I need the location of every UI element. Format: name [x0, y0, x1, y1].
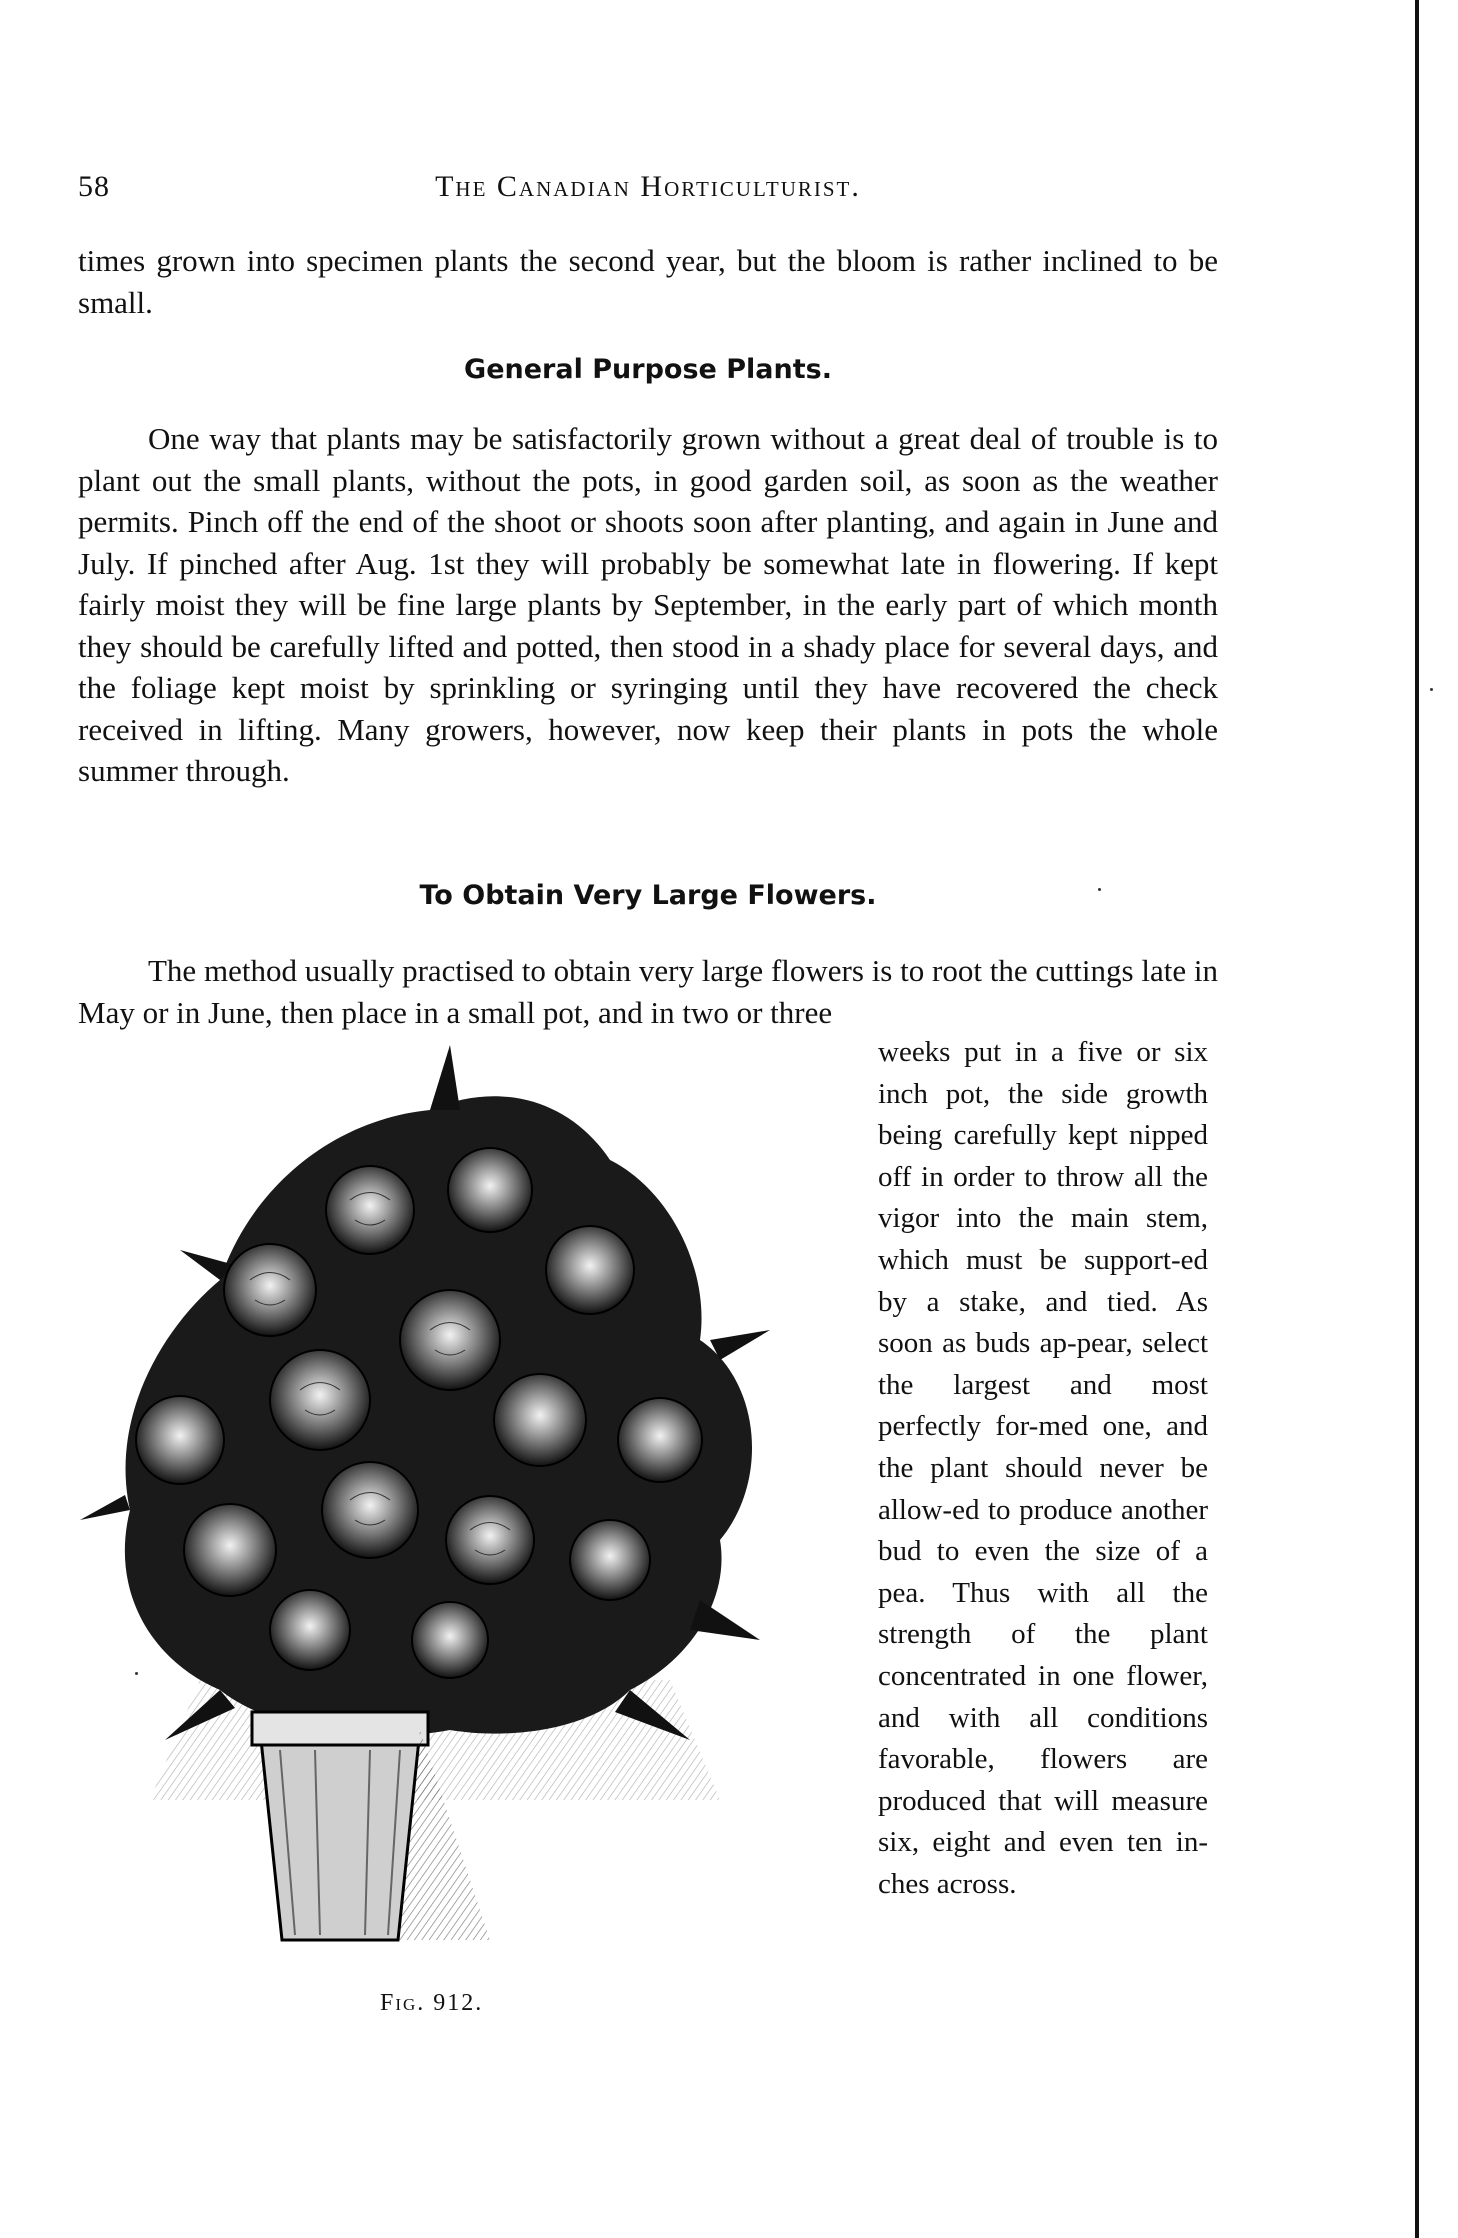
section-paragraph-large-flowers-lead: The method usually practised to obtain very large flowers is to root the cuttings late in May or in June, then place in a small pot, and in two or three: [78, 953, 1218, 1030]
section-paragraph-general-purpose: One way that plants may be satisfactorily grown without a great deal of trouble is to plant out the small plants, without the pots, in good garden soil, as soon as the weather permits. Pinch off the end of the shoot or shoots soon after planting, and again in June and July. If pinched after Aug. 1st they will probably be somewhat late in flowering. If kept fairly moist they will be fine large plants by September, in the early part of which month they should be carefully lifted and potted, then stood in a shady place for several days, and the foliage kept moist by sprinkling or syringing until they have recovered the check received in lifting. Many growers, however, now keep their plants in pots the whole summer through.: [78, 421, 1218, 788]
running-title: The Canadian Horticulturist.: [435, 170, 861, 203]
section-heading-large-flowers: To Obtain Very Large Flowers.: [419, 880, 877, 911]
print-speck: [135, 1672, 138, 1675]
print-speck: [1098, 888, 1101, 891]
page-edge-rule: [1415, 0, 1419, 2238]
intro-paragraph: times grown into specimen plants the second year, but the bloom is rather inclined to be small.: [78, 243, 1218, 320]
chrysanthemum-illustration: [70, 1040, 840, 1980]
page-number: 58: [78, 170, 110, 203]
section-paragraph-large-flowers-continued: weeks put in a five or six inch pot, the side growth being carefully kept nipped off in order to throw all the vigor into the main stem, which must be support-ed by a stake, and tied. As soon as buds ap-pear, select the largest and most perfectly for-med one, and the plant should never be allow-ed to produce another bud to even the size of a pea. Thus with all the strength of the plant concentrated in one flower, and with all conditions favorable, flowers are produced that will measure six, eight and even ten in-ches across.: [878, 1036, 1208, 1900]
page-header: [78, 170, 1218, 210]
print-speck: [1430, 688, 1433, 691]
figure-caption: Fig. 912.: [380, 1990, 484, 2016]
section-heading-general-purpose: General Purpose Plants.: [464, 354, 832, 385]
